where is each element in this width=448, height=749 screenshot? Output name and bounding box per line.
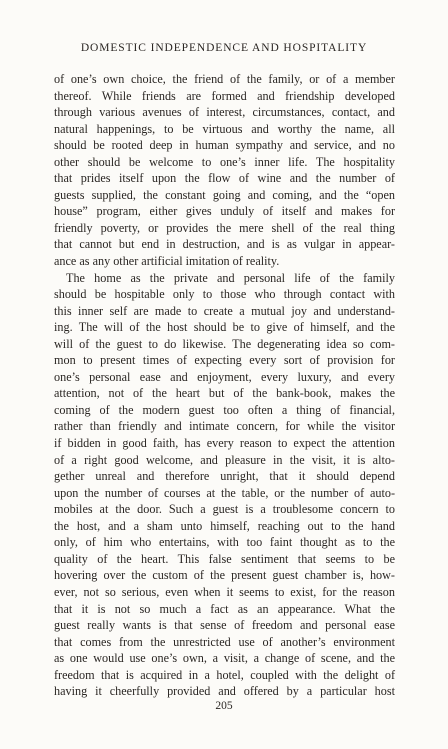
text-line: gether unreal and therefore unright, that it should depend	[54, 469, 395, 484]
text-line: hovering over the custom of the present guest chamber is, how-	[54, 568, 395, 583]
text-line: ance as any other artificial imitation of reality.	[54, 254, 280, 269]
page-number: 205	[215, 700, 233, 712]
text-line: that prides itself upon the flow of wine and the number of	[54, 171, 395, 186]
text-line: through various avenues of interest, circumstances, contact, and	[54, 105, 395, 120]
text-line: natural happenings, to be virtuous and worthy the name, all	[54, 121, 395, 136]
text-line: that cannot but end in destruction, and is as vulgar in appear-	[54, 237, 395, 252]
text-line: house” program, either gives unduly of itself and makes for	[54, 204, 395, 219]
text-line: freedom that is acquired in a hotel, coupled with the delight of	[54, 667, 395, 682]
text-line: coming of the modern guest too often a thing of financial,	[54, 402, 395, 417]
text-line: of a right good welcome, and pleasure in the visit, it is alto-	[54, 452, 395, 467]
text-line: will of the guest to do likewise. The degenerating idea so com-	[54, 336, 395, 351]
text-line: should be hospitable only to those who through contact with	[54, 287, 395, 302]
text-line: if bidden in good faith, has every reason to expect the attention	[54, 436, 395, 451]
text-line: should be rooted deep in human sympathy and service, and no	[54, 138, 395, 153]
text-line: only, of him who entertains, with too faint thought as to the	[54, 535, 395, 550]
text-line: thereof. While friends are formed and friendship developed	[54, 88, 395, 103]
text-line: one’s personal ease and enjoyment, every luxury, and every	[54, 369, 395, 384]
text-line: friendly poverty, or provides the mere shell of the real thing	[54, 220, 395, 235]
text-line: that comes from the unrestricted use of another’s environment	[54, 634, 395, 649]
text-line: that it is not so much a fact as an appearance. What the	[54, 601, 395, 616]
text-line: guest really wants is that sense of freedom and personal ease	[54, 618, 395, 633]
text-line: quality of the heart. This false sentiment that seems to be	[54, 551, 395, 566]
text-line: rather than friendly and intimate concern, for while the visitor	[54, 419, 395, 434]
running-head: DOMESTIC INDEPENDENCE AND HOSPITALITY	[80, 42, 368, 54]
text-line: the host, and a sham unto himself, reaching out to the hand	[54, 518, 395, 533]
text-line: as one would use one’s own, a visit, a change of scene, and the	[54, 651, 395, 666]
text-line: mon to present times of expecting every sort of provision for	[54, 353, 395, 368]
body-text	[54, 71, 395, 700]
text-line: ing. The will of the host should be to give of himself, and the	[54, 320, 395, 335]
text-line: having it cheerfully provided and offered by a particular host	[54, 684, 395, 699]
text-line: other should be welcome to one’s inner life. The hospitality	[54, 154, 395, 169]
text-line: of one’s own choice, the friend of the family, or of a member	[54, 72, 395, 86]
text-line: upon the number of courses at the table, or the number of auto-	[54, 485, 395, 500]
text-line: ever, not so serious, even when it seems to exist, for the reason	[54, 584, 395, 599]
text-line: The home as the private and personal life of the family	[66, 270, 395, 285]
text-line: mobiles at the door. Such a guest is a troublesome concern to	[54, 502, 395, 517]
text-line: guests supplied, the constant going and coming, and the “open	[54, 187, 395, 202]
text-line: this inner self are made to create a mutual joy and understand-	[54, 303, 395, 318]
text-line: attention, not of the heart but of the bank-book, makes the	[54, 386, 395, 401]
